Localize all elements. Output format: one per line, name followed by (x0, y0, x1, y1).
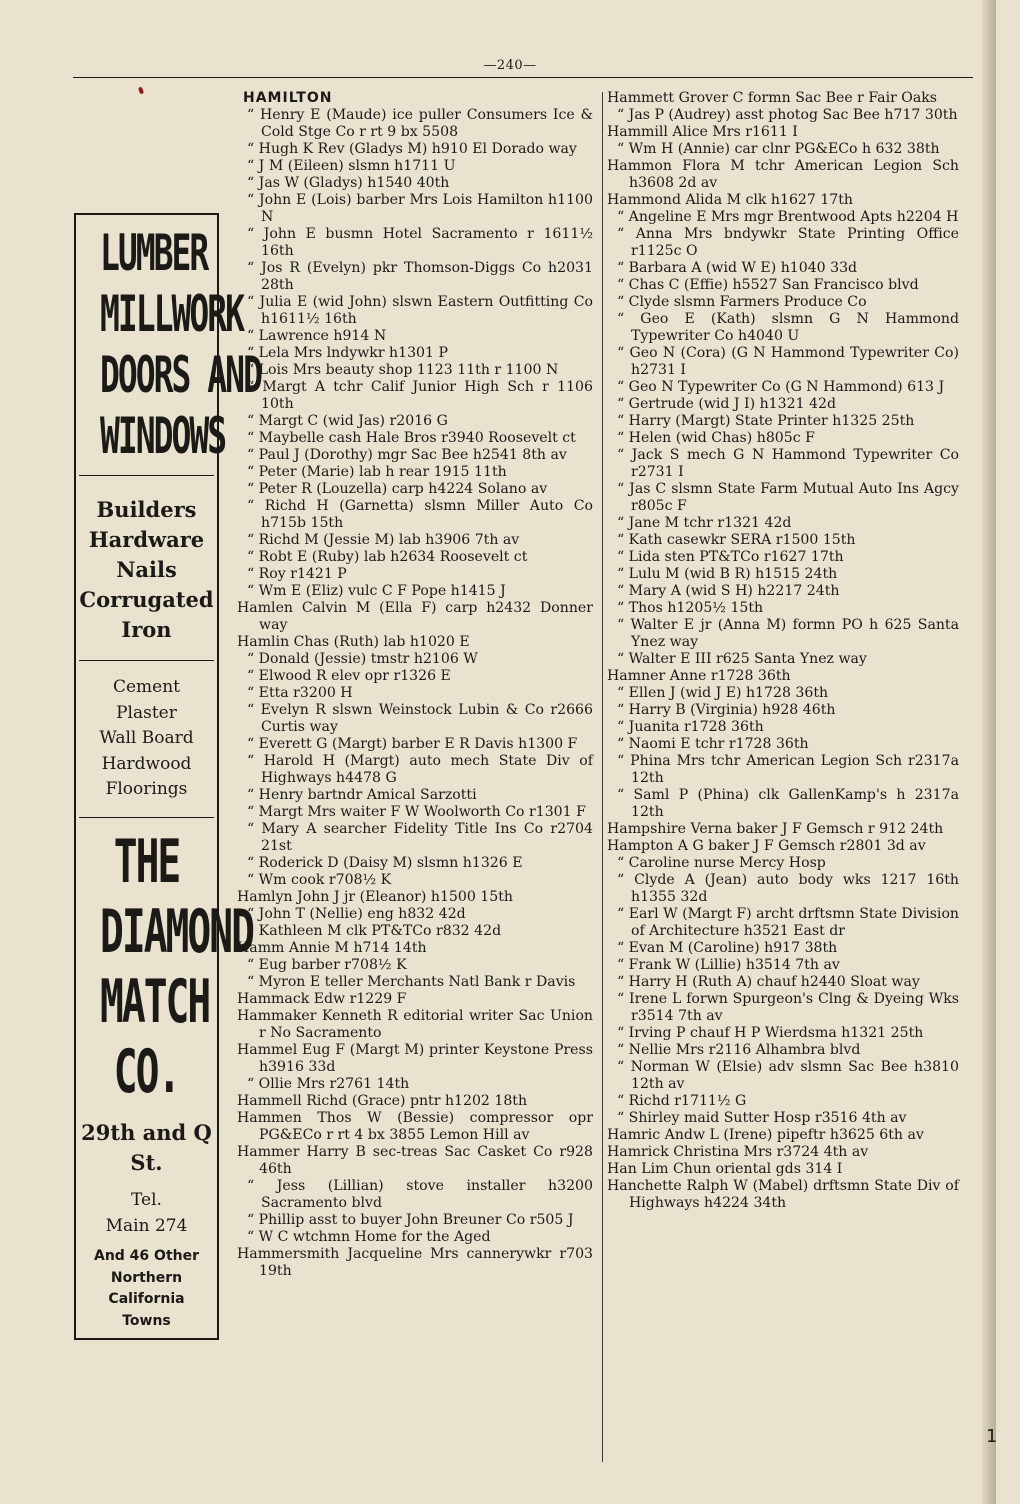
ad-footer-line: California (108, 1291, 185, 1307)
directory-entry: “ Lois Mrs beauty shop 1123 11th r 1100 N (247, 362, 559, 378)
directory-entry: “ Juanita r1728 36th (617, 719, 764, 735)
directory-entry: “ Mary A searcher Fidelity Title Ins Co r2704 21st (247, 821, 593, 854)
ad-product: Iron (121, 617, 172, 642)
ink-mark (138, 87, 144, 95)
ad-products-secondary (76, 675, 217, 803)
ad-company-line: DIAMOND (99, 897, 254, 967)
directory-entry: “ Myron E teller Merchants Natl Bank r Davis (247, 974, 576, 990)
directory-entry: Hampton A G baker J F Gemsch r2801 3d av (607, 838, 926, 854)
directory-entry: “ Harold H (Margt) auto mech State Div of Highways h4478 G (247, 753, 593, 786)
ad-product: Hardware (88, 527, 205, 552)
directory-entry: “ Phillip asst to buyer John Breuner Co r505 J (247, 1212, 574, 1228)
directory-entry: “ Peter R (Louzella) carp h4224 Solano av (247, 481, 548, 497)
directory-entry: “ Harry (Margt) State Printer h1325 25th (617, 413, 915, 429)
directory-entry: “ Saml P (Phina) clk GallenKamp's h 2317a 12th (617, 787, 959, 820)
directory-entry: “ Barbara A (wid W E) h1040 33d (617, 260, 858, 276)
directory-entry: Hammer Harry B sec-treas Sac Casket Co r928 46th (237, 1144, 593, 1177)
ad-product: Builders (96, 497, 197, 522)
directory-column-right (607, 90, 959, 1212)
edge-mark: 1 (986, 1426, 998, 1447)
directory-entry: “ Earl W (Margt F) archt drftsmn State Division of Architecture h3521 East dr (617, 906, 959, 939)
directory-entry: “ Mary A (wid S H) h2217 24th (617, 583, 840, 599)
page-number: —240— (483, 58, 537, 73)
directory-entry: “ Geo E (Kath) slsmn G N Hammond Typewriter Co h4040 U (617, 311, 959, 344)
ad-product: Wall Board (99, 728, 194, 748)
directory-entry: Hammaker Kenneth R editorial writer Sac Union r No Sacramento (237, 1008, 593, 1041)
directory-entry: “ Hugh K Rev (Gladys M) h910 El Dorado way (247, 141, 577, 157)
ad-company-line: CO. (113, 1037, 180, 1107)
advertisement-box (74, 213, 261, 1340)
directory-entry: Hamner Anne r1728 36th (607, 668, 791, 684)
directory-entry: “ Richd H (Garnetta) slsmn Miller Auto Co h715b 15th (247, 498, 593, 531)
directory-entry: “ John E busmn Hotel Sacramento r 1611½ 16th (247, 226, 593, 259)
directory-entry: “ Julia E (wid John) slswn Eastern Outfitting Co h1611½ 16th (247, 294, 593, 327)
directory-entry: “ Geo N Typewriter Co (G N Hammond) 613 J (617, 379, 945, 395)
directory-entry: “ Lulu M (wid B R) h1515 24th (617, 566, 838, 582)
directory-entry: “ Harry H (Ruth A) chauf h2440 Sloat way (617, 974, 920, 990)
directory-entry: “ Jas C slsmn State Farm Mutual Auto Ins Agcy r805c F (617, 481, 959, 514)
ad-product: Nails (116, 557, 177, 582)
directory-entry: Hammack Edw r1229 F (237, 991, 407, 1007)
directory-entry: Hammond Alida M clk h1627 17th (607, 192, 854, 208)
entry-list (237, 107, 593, 1280)
directory-entry: “ Helen (wid Chas) h805c F (617, 430, 815, 446)
directory-entry: “ Jas W (Gladys) h1540 40th (247, 175, 450, 191)
ad-product: Hardwood (101, 753, 192, 774)
directory-entry: “ Wm E (Eliz) vulc C F Pope h1415 J (247, 583, 506, 599)
directory-entry: “ W C wtchmn Home for the Aged (247, 1229, 491, 1245)
directory-entry: “ Richd r1711½ G (617, 1093, 747, 1109)
ad-headline-line: DOORS AND (99, 346, 261, 404)
directory-entry: “ Naomi E tchr r1728 36th (617, 736, 809, 752)
directory-entry: “ Margt A tchr Calif Junior High Sch r 1106 10th (247, 379, 593, 412)
column-divider (602, 92, 603, 1462)
directory-entry: “ Etta r3200 H (247, 685, 353, 701)
directory-entry: Hammill Alice Mrs r1611 I (607, 124, 798, 140)
directory-entry: “ Wm H (Annie) car clnr PG&ECo h 632 38th (617, 141, 940, 157)
ad-phone-line: Main 274 (105, 1215, 188, 1236)
ad-product: Cement (112, 677, 181, 697)
ad-divider (79, 475, 214, 476)
directory-entry: “ John E (Lois) barber Mrs Lois Hamilton h1100 N (247, 192, 593, 225)
directory-entry: “ Evelyn R slswn Weinstock Lubin & Co r2666 Curtis way (247, 702, 593, 735)
directory-entry: Hampshire Verna baker J F Gemsch r 912 24th (607, 821, 944, 837)
directory-entry: “ Thos h1205½ 15th (617, 600, 764, 616)
ad-company-line: THE (113, 827, 180, 897)
directory-entry: Hammett Grover C formn Sac Bee r Fair Oaks (607, 90, 938, 106)
directory-entry: “ J M (Eileen) slsmn h1711 U (247, 158, 456, 174)
directory-entry: “ Donald (Jessie) tmstr h2106 W (247, 651, 478, 667)
directory-entry: “ Clyde slsmn Farmers Produce Co (617, 294, 867, 310)
directory-entry: Hamlyn John J jr (Eleanor) h1500 15th (237, 889, 513, 905)
ad-footer-line: And 46 Other (93, 1248, 199, 1264)
ad-headline (76, 223, 261, 467)
directory-entry: “ Jess (Lillian) stove installer h3200 Sacramento blvd (247, 1178, 593, 1211)
directory-entry: “ Jos R (Evelyn) pkr Thomson-Diggs Co h2031 28th (247, 260, 593, 293)
directory-entry: “ Clyde A (Jean) auto body wks 1217 16th h1355 32d (617, 872, 959, 905)
directory-entry: “ Phina Mrs tchr American Legion Sch r2317a 12th (617, 753, 959, 786)
directory-entry: “ Frank W (Lillie) h3514 7th av (617, 957, 840, 973)
ad-company-line: MATCH (99, 967, 210, 1037)
ad-address-line: 29th and Q (81, 1120, 212, 1145)
directory-entry: “ Norman W (Elsie) adv slsmn Sac Bee h3810 12th av (617, 1059, 959, 1092)
ad-footer-line: Northern (110, 1269, 183, 1286)
directory-entry: “ Angeline E Mrs mgr Brentwood Apts h2204 H (617, 209, 959, 225)
entry-list (607, 90, 959, 1212)
directory-entry: Hammon Flora M tchr American Legion Sch h3608 2d av (607, 158, 959, 191)
ad-footer-line: Towns (122, 1312, 171, 1329)
directory-entry: “ Chas C (Effie) h5527 San Francisco blvd (617, 277, 919, 293)
directory-entry: “ Ollie Mrs r2761 14th (247, 1076, 410, 1092)
directory-entry: “ Roderick D (Daisy M) slsmn h1326 E (247, 855, 523, 871)
directory-entry: “ Jas P (Audrey) asst photog Sac Bee h717 30th (617, 107, 958, 123)
directory-entry: “ Geo N (Cora) (G N Hammond Typewriter Co) h2731 I (617, 345, 959, 378)
directory-entry: Hammen Thos W (Bessie) compressor opr PG&ECo r rt 4 bx 3855 Lemon Hill av (237, 1110, 593, 1143)
directory-entry: “ Kathleen M clk PT&TCo r832 42d (247, 923, 502, 939)
ad-address (76, 1118, 217, 1178)
directory-entry: Hamric Andw L (Irene) pipeftr h3625 6th av (607, 1127, 924, 1143)
directory-entry: “ Henry bartndr Amical Sarzotti (247, 787, 477, 803)
ad-product: Corrugated (79, 587, 214, 612)
section-heading: HAMILTON (243, 90, 333, 106)
directory-entry: “ Harry B (Virginia) h928 46th (617, 702, 836, 718)
directory-entry: “ Ellen J (wid J E) h1728 36th (617, 685, 829, 701)
directory-entry: “ Henry E (Maude) ice puller Consumers Ice & Cold Stge Co r rt 9 bx 5508 (247, 107, 593, 140)
directory-entry: Hanchette Ralph W (Mabel) drftsmn State Div of Highways h4224 34th (607, 1178, 959, 1211)
ad-divider (79, 660, 214, 661)
directory-entry: Han Lim Chun oriental gds 314 I (607, 1161, 843, 1177)
ad-product: Plaster (116, 702, 177, 723)
ad-company (76, 827, 254, 1107)
directory-entry: “ Elwood R elev opr r1326 E (247, 668, 451, 684)
directory-entry: “ Lida sten PT&TCo r1627 17th (617, 549, 844, 565)
directory-entry: “ Jane M tchr r1321 42d (617, 515, 792, 531)
directory-entry: “ Everett G (Margt) barber E R Davis h1300 F (247, 736, 578, 752)
directory-entry: “ Evan M (Caroline) h917 38th (617, 940, 838, 956)
directory-entry: “ Margt C (wid Jas) r2016 G (247, 413, 448, 429)
directory-entry: “ Gertrude (wid J I) h1321 42d (617, 396, 836, 412)
directory-column-left (237, 90, 593, 1280)
directory-entry: “ Irving P chauf H P Wierdsma h1321 25th (617, 1025, 924, 1041)
ad-products-primary (76, 495, 217, 645)
directory-entry: “ Richd M (Jessie M) lab h3906 7th av (247, 532, 520, 548)
directory-entry: Hamlen Calvin M (Ella F) carp h2432 Donner way (237, 600, 593, 633)
ad-headline-line: LUMBER (99, 224, 208, 282)
directory-entry: Hammell Richd (Grace) pntr h1202 18th (237, 1093, 528, 1109)
directory-entry: “ Margt Mrs waiter F W Woolworth Co r1301 F (247, 804, 586, 820)
directory-entry: “ Kath casewkr SERA r1500 15th (617, 532, 856, 548)
directory-entry: Hamlin Chas (Ruth) lab h1020 E (237, 634, 470, 650)
directory-entry: Hamm Annie M h714 14th (237, 940, 427, 956)
ad-phone-line: Tel. (131, 1190, 162, 1210)
directory-entry: “ Lela Mrs lndywkr h1301 P (247, 345, 448, 361)
ad-headline-line: WINDOWS (99, 407, 226, 465)
directory-entry: “ John T (Nellie) eng h832 42d (247, 906, 466, 922)
directory-entry: “ Peter (Marie) lab h rear 1915 11th (247, 464, 507, 480)
directory-entry: “ Eug barber r708½ K (247, 957, 407, 973)
directory-entry: Hamrick Christina Mrs r3724 4th av (607, 1144, 869, 1160)
directory-entry: “ Nellie Mrs r2116 Alhambra blvd (617, 1042, 861, 1058)
directory-entry: “ Anna Mrs bndywkr State Printing Office r1125c O (617, 226, 959, 259)
page-edge (982, 0, 996, 1504)
ad-product: Floorings (105, 779, 188, 799)
directory-entry: “ Irene L forwn Spurgeon's Clng & Dyeing Wks r3514 7th av (617, 991, 959, 1024)
ad-divider (79, 817, 214, 818)
directory-entry: “ Shirley maid Sutter Hosp r3516 4th av (617, 1110, 907, 1126)
directory-entry: Hammel Eug F (Margt M) printer Keystone Press h3916 33d (237, 1042, 593, 1075)
directory-entry: “ Roy r1421 P (247, 566, 347, 582)
directory-entry: “ Lawrence h914 N (247, 328, 387, 344)
ad-footer (76, 1246, 217, 1332)
ad-headline-line: MILLWORK (99, 285, 244, 343)
header-rule (73, 77, 973, 78)
directory-entry: “ Walter E jr (Anna M) formn PO h 625 Santa Ynez way (617, 617, 959, 650)
directory-entry: “ Maybelle cash Hale Bros r3940 Roosevelt ct (247, 430, 576, 446)
directory-entry: “ Caroline nurse Mercy Hosp (617, 855, 826, 871)
directory-entry: “ Jack S mech G N Hammond Typewriter Co r2731 I (617, 447, 959, 480)
ad-phone (76, 1188, 217, 1239)
directory-entry: Hammersmith Jacqueline Mrs cannerywkr r703 19th (237, 1246, 593, 1279)
directory-entry: “ Walter E III r625 Santa Ynez way (617, 651, 867, 667)
directory-entry: “ Paul J (Dorothy) mgr Sac Bee h2541 8th av (247, 447, 567, 463)
directory-entry: “ Robt E (Ruby) lab h2634 Roosevelt ct (247, 549, 528, 565)
directory-entry: “ Wm cook r708½ K (247, 872, 392, 888)
ad-address-line: St. (130, 1150, 163, 1175)
